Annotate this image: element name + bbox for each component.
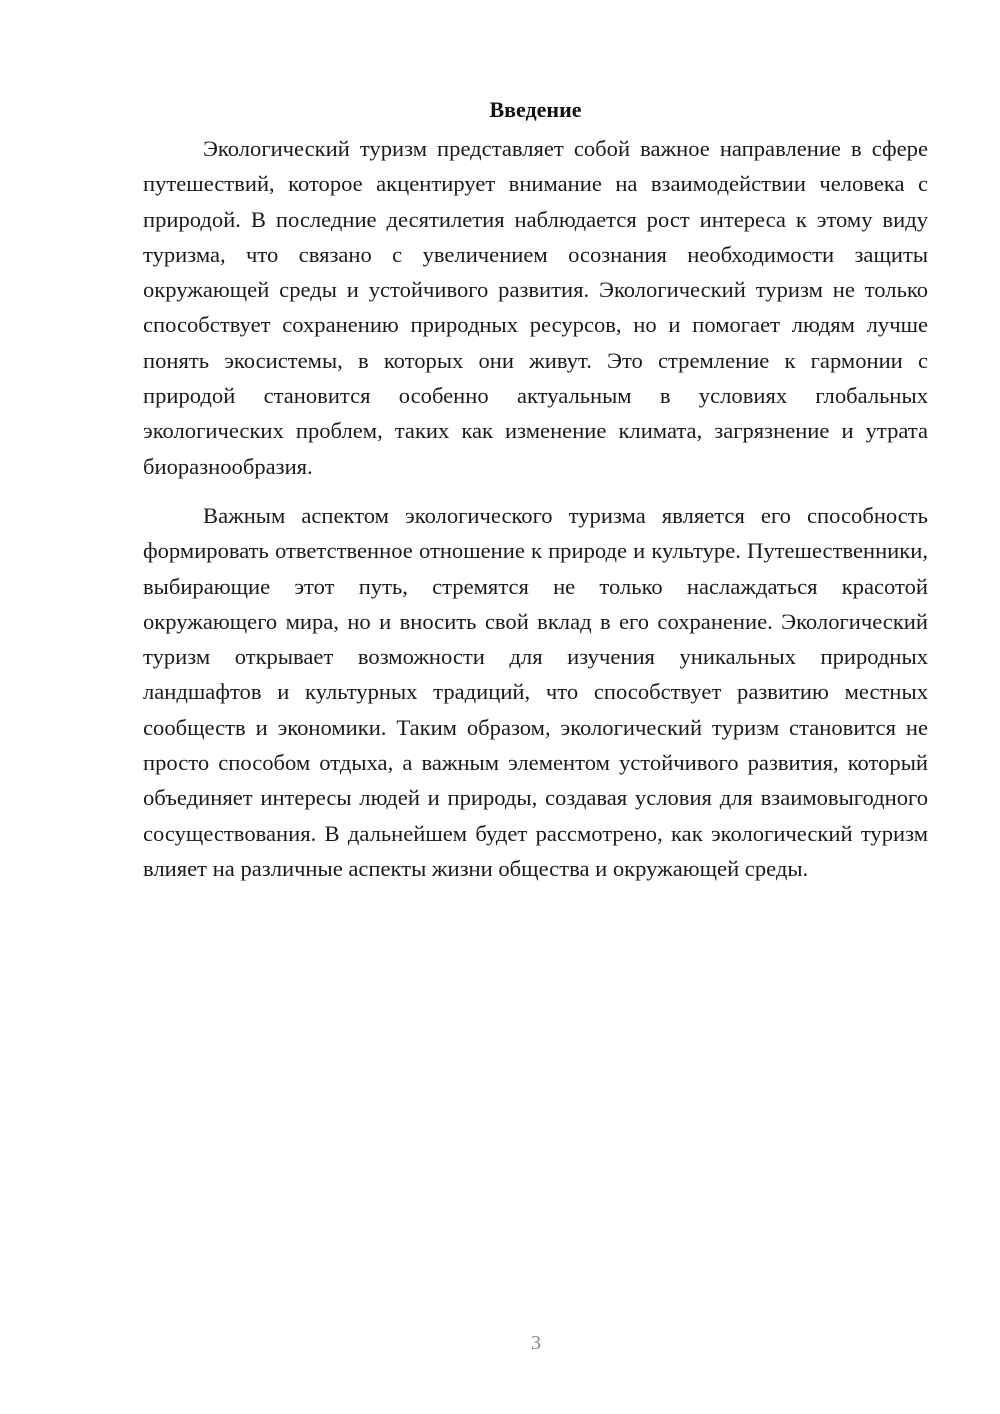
section-heading: Введение xyxy=(489,97,582,122)
page-content xyxy=(143,92,928,900)
page-number: 3 xyxy=(531,1332,541,1354)
paragraph-intro: Экологический туризм представляет собой важное направление в сфере путешествий, которое акцентирует внимание на взаимодействии человека с природой. В последние десятилетия наблюдается рост интереса к этому виду туризма, что связано с увеличением осознания необходимости защиты окружающей среды и устойчивого развития. Экологический туризм не только способствует сохранению природных ресурсов, но и помогает людям лучше понять экосистемы, в которых они живут. Это стремление к гармонии с природой становится особенно актуальным в условиях глобальных экологических проблем, таких как изменение климата, загрязнение и утрата биоразнообразия. xyxy=(143,136,928,479)
paragraph-aspects: Важным аспектом экологического туризма является его способность формировать ответственное отношение к природе и культуре. Путешественники, выбирающие этот путь, стремятся не только наслаждаться красотой окружающего мира, но и вносить свой вклад в его сохранение. Экологический туризм открывает возможности для изучения уникальных природных ландшафтов и культурных традиций, что способствует развитию местных сообществ и экономики. Таким образом, экологический туризм становится не просто способом отдыха, а важным элементом устойчивого развития, который объединяет интересы людей и природы, создавая условия для взаимовыгодного сосуществования. В дальнейшем будет рассмотрено, как экологический туризм влияет на различные аспекты жизни общества и окружающей среды. xyxy=(143,502,928,881)
